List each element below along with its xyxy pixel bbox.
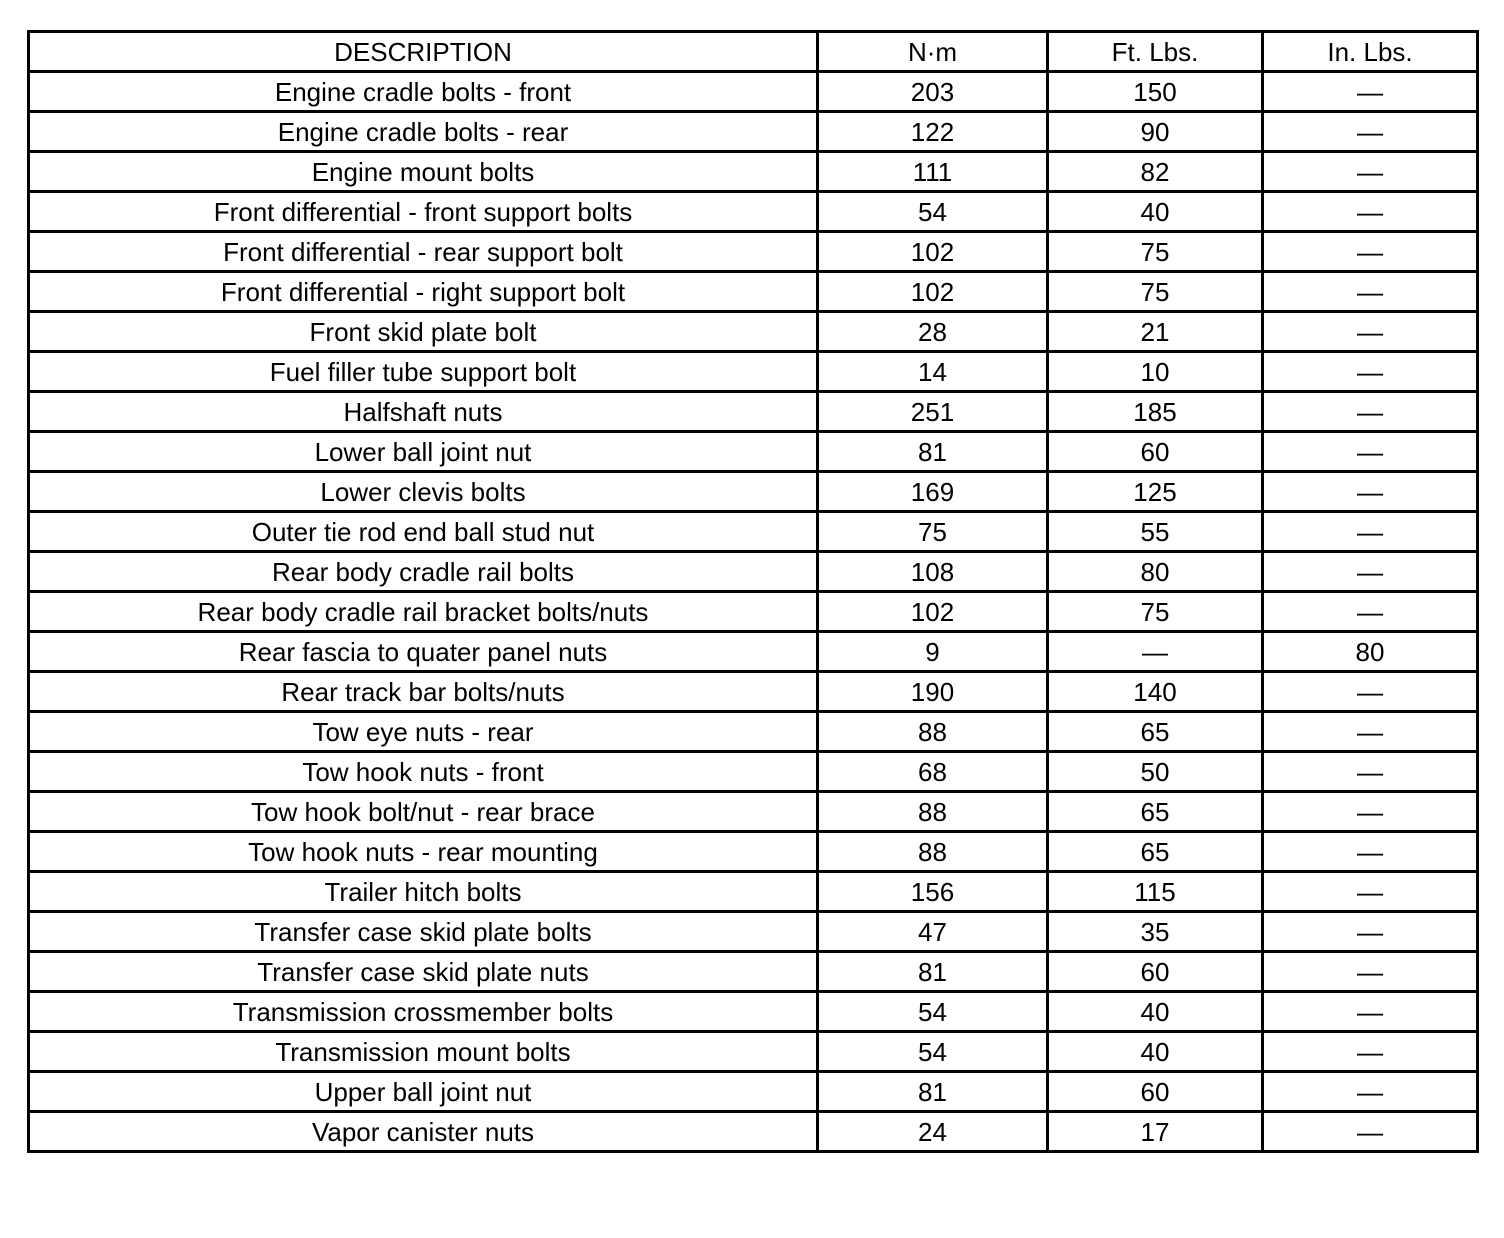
cell-ft-lbs: 150 (1048, 72, 1263, 112)
table-row (29, 1112, 1478, 1152)
cell-in-lbs: — (1263, 1072, 1478, 1112)
cell-in-lbs: — (1263, 1032, 1478, 1072)
cell-description: Fuel filler tube support bolt (29, 352, 818, 392)
cell-nm: 47 (818, 912, 1048, 952)
cell-description: Transmission crossmember bolts (29, 992, 818, 1032)
table-row (29, 1032, 1478, 1072)
cell-description: Upper ball joint nut (29, 1072, 818, 1112)
table-row (29, 512, 1478, 552)
cell-in-lbs: — (1263, 152, 1478, 192)
cell-description: Front differential - right support bolt (29, 272, 818, 312)
cell-ft-lbs: 65 (1048, 832, 1263, 872)
header-nm: N·m (818, 32, 1048, 72)
cell-in-lbs: — (1263, 232, 1478, 272)
cell-nm: 9 (818, 632, 1048, 672)
cell-in-lbs: — (1263, 512, 1478, 552)
table-row (29, 152, 1478, 192)
table-row (29, 912, 1478, 952)
cell-description: Outer tie rod end ball stud nut (29, 512, 818, 552)
header-row (29, 32, 1478, 72)
cell-description: Lower ball joint nut (29, 432, 818, 472)
cell-nm: 54 (818, 192, 1048, 232)
cell-in-lbs: — (1263, 672, 1478, 712)
cell-ft-lbs: 65 (1048, 712, 1263, 752)
cell-description: Halfshaft nuts (29, 392, 818, 432)
header-description: DESCRIPTION (29, 32, 818, 72)
cell-in-lbs: — (1263, 392, 1478, 432)
table-row (29, 472, 1478, 512)
cell-description: Front differential - rear support bolt (29, 232, 818, 272)
cell-description: Tow hook nuts - rear mounting (29, 832, 818, 872)
table-row (29, 792, 1478, 832)
cell-in-lbs: — (1263, 872, 1478, 912)
cell-nm: 81 (818, 1072, 1048, 1112)
cell-in-lbs: — (1263, 72, 1478, 112)
table-row (29, 592, 1478, 632)
cell-description: Engine cradle bolts - front (29, 72, 818, 112)
cell-in-lbs: 80 (1263, 632, 1478, 672)
cell-description: Transfer case skid plate bolts (29, 912, 818, 952)
cell-in-lbs: — (1263, 912, 1478, 952)
torque-spec-table (27, 30, 1479, 1153)
table-row (29, 192, 1478, 232)
cell-nm: 251 (818, 392, 1048, 432)
cell-ft-lbs: 75 (1048, 232, 1263, 272)
cell-ft-lbs: 40 (1048, 192, 1263, 232)
cell-ft-lbs: 75 (1048, 272, 1263, 312)
cell-description: Rear fascia to quater panel nuts (29, 632, 818, 672)
table-body (29, 72, 1478, 1152)
cell-ft-lbs: — (1048, 632, 1263, 672)
cell-nm: 75 (818, 512, 1048, 552)
cell-in-lbs: — (1263, 592, 1478, 632)
cell-ft-lbs: 60 (1048, 952, 1263, 992)
cell-in-lbs: — (1263, 472, 1478, 512)
cell-description: Rear body cradle rail bolts (29, 552, 818, 592)
cell-description: Tow eye nuts - rear (29, 712, 818, 752)
cell-nm: 28 (818, 312, 1048, 352)
table-row (29, 1072, 1478, 1112)
table-row (29, 72, 1478, 112)
table-row (29, 312, 1478, 352)
cell-description: Lower clevis bolts (29, 472, 818, 512)
cell-ft-lbs: 65 (1048, 792, 1263, 832)
cell-in-lbs: — (1263, 832, 1478, 872)
cell-ft-lbs: 140 (1048, 672, 1263, 712)
cell-description: Tow hook bolt/nut - rear brace (29, 792, 818, 832)
cell-nm: 111 (818, 152, 1048, 192)
cell-description: Transfer case skid plate nuts (29, 952, 818, 992)
cell-nm: 122 (818, 112, 1048, 152)
cell-ft-lbs: 82 (1048, 152, 1263, 192)
cell-nm: 190 (818, 672, 1048, 712)
table-row (29, 272, 1478, 312)
table-row (29, 992, 1478, 1032)
cell-nm: 81 (818, 952, 1048, 992)
cell-description: Front differential - front support bolts (29, 192, 818, 232)
cell-nm: 169 (818, 472, 1048, 512)
table-row (29, 952, 1478, 992)
table-row (29, 432, 1478, 472)
cell-in-lbs: — (1263, 112, 1478, 152)
cell-ft-lbs: 185 (1048, 392, 1263, 432)
cell-nm: 102 (818, 592, 1048, 632)
cell-nm: 102 (818, 272, 1048, 312)
table-row (29, 352, 1478, 392)
cell-in-lbs: — (1263, 752, 1478, 792)
cell-nm: 14 (818, 352, 1048, 392)
cell-in-lbs: — (1263, 312, 1478, 352)
cell-ft-lbs: 90 (1048, 112, 1263, 152)
cell-nm: 81 (818, 432, 1048, 472)
table-header (29, 32, 1478, 72)
cell-nm: 88 (818, 832, 1048, 872)
cell-nm: 203 (818, 72, 1048, 112)
cell-description: Front skid plate bolt (29, 312, 818, 352)
table-row (29, 832, 1478, 872)
cell-ft-lbs: 55 (1048, 512, 1263, 552)
cell-description: Rear track bar bolts/nuts (29, 672, 818, 712)
table-row (29, 672, 1478, 712)
table-row (29, 712, 1478, 752)
cell-ft-lbs: 75 (1048, 592, 1263, 632)
cell-description: Engine cradle bolts - rear (29, 112, 818, 152)
cell-description: Vapor canister nuts (29, 1112, 818, 1152)
cell-in-lbs: — (1263, 952, 1478, 992)
cell-ft-lbs: 125 (1048, 472, 1263, 512)
cell-ft-lbs: 60 (1048, 432, 1263, 472)
cell-description: Rear body cradle rail bracket bolts/nuts (29, 592, 818, 632)
cell-in-lbs: — (1263, 192, 1478, 232)
header-ft-lbs: Ft. Lbs. (1048, 32, 1263, 72)
cell-ft-lbs: 40 (1048, 1032, 1263, 1072)
cell-ft-lbs: 10 (1048, 352, 1263, 392)
table-row (29, 552, 1478, 592)
cell-nm: 54 (818, 1032, 1048, 1072)
cell-nm: 102 (818, 232, 1048, 272)
header-in-lbs: In. Lbs. (1263, 32, 1478, 72)
table-row (29, 392, 1478, 432)
cell-in-lbs: — (1263, 352, 1478, 392)
cell-in-lbs: — (1263, 712, 1478, 752)
table-row (29, 632, 1478, 672)
cell-ft-lbs: 115 (1048, 872, 1263, 912)
cell-description: Trailer hitch bolts (29, 872, 818, 912)
cell-in-lbs: — (1263, 432, 1478, 472)
cell-description: Engine mount bolts (29, 152, 818, 192)
table-row (29, 112, 1478, 152)
cell-in-lbs: — (1263, 552, 1478, 592)
cell-in-lbs: — (1263, 1112, 1478, 1152)
cell-in-lbs: — (1263, 792, 1478, 832)
cell-nm: 88 (818, 792, 1048, 832)
cell-ft-lbs: 35 (1048, 912, 1263, 952)
cell-nm: 88 (818, 712, 1048, 752)
table-row (29, 752, 1478, 792)
table-row (29, 232, 1478, 272)
cell-ft-lbs: 50 (1048, 752, 1263, 792)
cell-nm: 24 (818, 1112, 1048, 1152)
cell-description: Tow hook nuts - front (29, 752, 818, 792)
cell-ft-lbs: 21 (1048, 312, 1263, 352)
cell-ft-lbs: 40 (1048, 992, 1263, 1032)
table-row (29, 872, 1478, 912)
cell-nm: 108 (818, 552, 1048, 592)
cell-nm: 54 (818, 992, 1048, 1032)
cell-description: Transmission mount bolts (29, 1032, 818, 1072)
cell-nm: 156 (818, 872, 1048, 912)
cell-ft-lbs: 80 (1048, 552, 1263, 592)
cell-in-lbs: — (1263, 992, 1478, 1032)
cell-ft-lbs: 17 (1048, 1112, 1263, 1152)
cell-ft-lbs: 60 (1048, 1072, 1263, 1112)
cell-nm: 68 (818, 752, 1048, 792)
cell-in-lbs: — (1263, 272, 1478, 312)
